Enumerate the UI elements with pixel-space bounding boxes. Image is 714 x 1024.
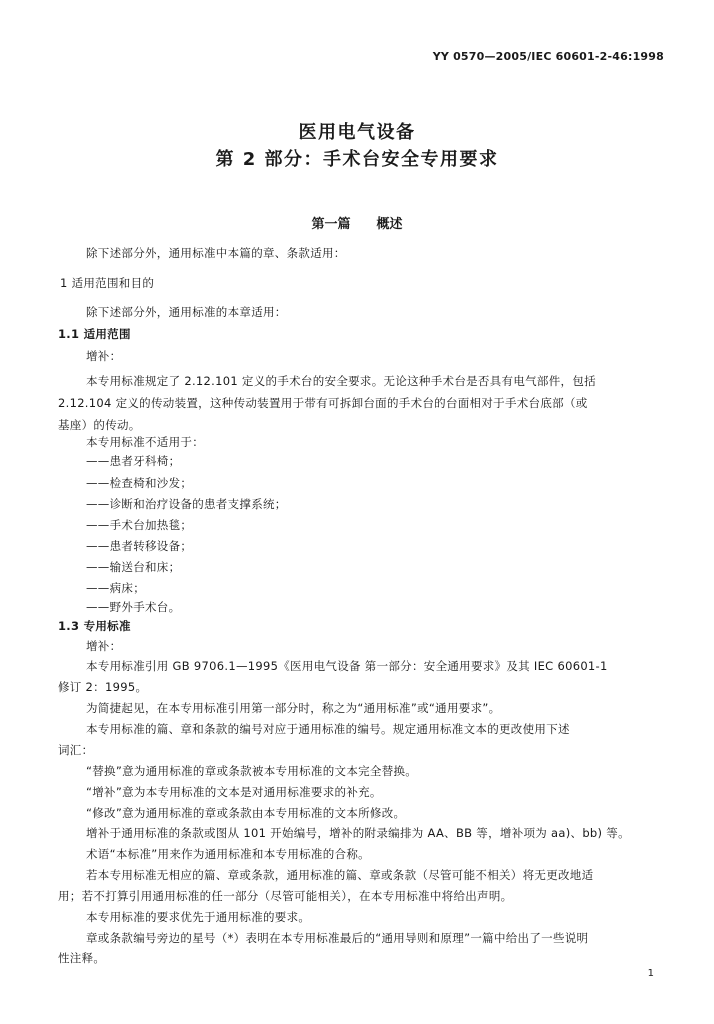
exclusion-list-item: ——检查椅和沙发； [86, 476, 193, 490]
exclusion-list-item: ——患者牙科椅； [86, 454, 181, 468]
section-1-3-para-line: 本专用标准的要求优先于通用标准的要求。 [86, 910, 311, 924]
exclusion-list-item: ——病床； [86, 581, 145, 595]
section-1-3-para-line: 若本专用标准无相应的篇、章或条款，通用标准的篇、章或条款（尽管可能不相关）将无更改地适 [86, 868, 594, 882]
section-1-3-heading: 1.3 专用标准 [58, 619, 131, 633]
section-1-1-para-line: 基座）的传动。 [58, 418, 141, 432]
section-1-text: 除下述部分外，通用标准的本章适用： [86, 305, 287, 319]
exclusion-list-item: ——患者转移设备； [86, 539, 193, 553]
exclusion-list-item: ——野外手术台。 [86, 600, 181, 614]
section-1-3-para-line: 性注释。 [58, 951, 106, 965]
section-1-3-para-line: 修订 2：1995。 [58, 680, 148, 694]
section-1-3-para-line: 本专用标准引用 GB 9706.1—1995《医用电气设备 第一部分：安全通用要求》及其 IEC 60601-1 [86, 659, 608, 673]
document-title-line2: 第 2 部分：手术台安全专用要求 [215, 149, 499, 170]
exclusion-list-item: ——手术台加热毯； [86, 518, 193, 532]
standard-code: YY 0570—2005/IEC 60601-2-46:1998 [432, 50, 664, 63]
section-1-3-addition-label: 增补： [86, 639, 122, 653]
page-number: 1 [647, 968, 654, 979]
section-1-3-para-line: 本专用标准的篇、章和条款的编号对应于通用标准的编号。规定通用标准文本的更改使用下述 [86, 722, 570, 736]
section-1-1-heading: 1.1 适用范围 [58, 327, 131, 341]
section-1-heading: 1 适用范围和目的 [60, 276, 155, 290]
section-1-1-para-line: 2.12.104 定义的传动装置，这种传动装置用于带有可拆卸台面的手术台的台面相对于手术台底部（或 [58, 396, 588, 410]
section-1-1-para-line: 本专用标准规定了 2.12.101 定义的手术台的安全要求。无论这种手术台是否具有电气部件，包括 [86, 374, 596, 388]
section-1-3-para-line: 用；若不打算引用通用标准的任一部分（尽管可能相关），在本专用标准中将给出声明。 [58, 889, 513, 903]
section-1-3-para-line: 增补于通用标准的条款或图从 101 开始编号，增补的附录编排为 AA、BB 等，增补项为 aa)、bb) 等。 [86, 826, 630, 840]
intro-paragraph: 除下述部分外，通用标准中本篇的章、条款适用： [86, 246, 346, 260]
section-1-3-para-line: “修改”意为通用标准的章或条款由本专用标准的文本所修改。 [86, 806, 406, 820]
section-1-1-not-apply: 本专用标准不适用于： [86, 435, 204, 449]
section-1-3-para-line: 为简捷起见，在本专用标准引用第一部分时，称之为“通用标准”或“通用要求”。 [86, 701, 501, 715]
exclusion-list-item: ——诊断和治疗设备的患者支撑系统； [86, 497, 287, 511]
section-1-1-addition-label: 增补： [86, 349, 122, 363]
section-1-3-para-line: “替换”意为通用标准的章或条款被本专用标准的文本完全替换。 [86, 764, 418, 778]
document-title-line1: 医用电气设备 [298, 122, 416, 143]
section-1-3-para-line: “增补”意为本专用标准的文本是对通用标准要求的补充。 [86, 785, 382, 799]
exclusion-list-item: ——输送台和床； [86, 560, 181, 574]
part-number: 第一篇 [311, 217, 351, 232]
part-title [0, 213, 714, 232]
part-name: 概述 [376, 217, 403, 232]
section-1-3-para-line: 章或条款编号旁边的星号（*）表明在本专用标准最后的“通用导则和原理”一篇中给出了一些说明 [86, 931, 589, 945]
section-1-3-para-line: 词汇： [58, 743, 94, 757]
section-1-3-para-line: 术语“本标准”用来作为通用标准和本专用标准的合称。 [86, 847, 370, 861]
